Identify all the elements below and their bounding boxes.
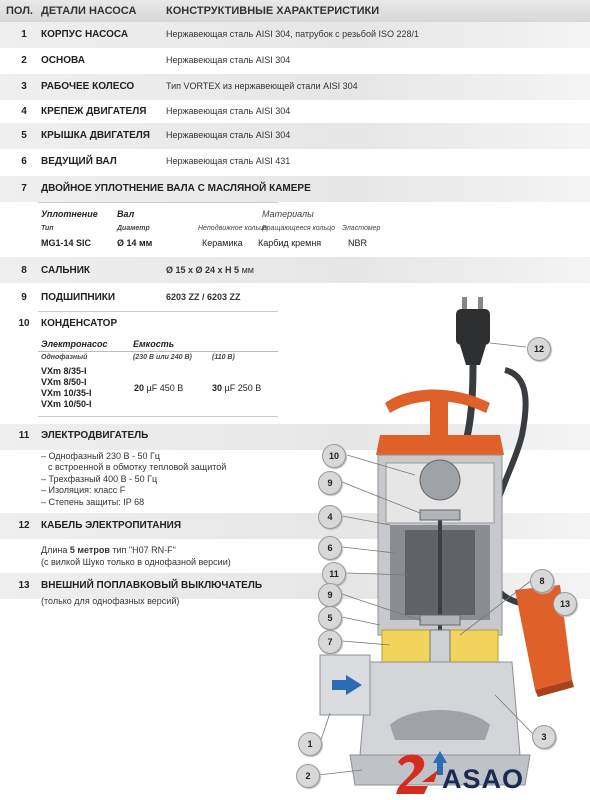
seal-col-shaft: Вал bbox=[117, 209, 135, 219]
table-row bbox=[0, 74, 590, 100]
divider bbox=[38, 351, 278, 352]
cap-230-unit: µF 450 В bbox=[146, 383, 184, 393]
cable-line: (с вилкой Шуко только в однофазной версии) bbox=[41, 557, 231, 567]
seal-diameter: Ø 14 мм bbox=[117, 238, 153, 248]
cap-models bbox=[41, 366, 92, 410]
seal-sub-type: Тип bbox=[41, 225, 54, 232]
seal-sub-fixed: Неподвижное кольцо bbox=[198, 225, 268, 232]
row-number: 2 bbox=[21, 55, 27, 66]
row-number: 12 bbox=[18, 520, 30, 531]
seal-sub-rotating: Вращающееся кольцо bbox=[262, 225, 336, 232]
row-number: 4 bbox=[21, 106, 27, 117]
table-row bbox=[0, 149, 590, 175]
cable-type: тип "H07 RN-F" bbox=[112, 545, 176, 555]
callout-4: 4 bbox=[318, 505, 342, 529]
float-note: (только для однофазных версий) bbox=[41, 596, 180, 606]
motor-line: – Однофазный 230 В - 50 Гц bbox=[41, 451, 160, 461]
motor-cover-illustration bbox=[376, 435, 504, 455]
callout-10: 10 bbox=[322, 444, 346, 468]
row-value: Нержавеющая сталь AISI 304 bbox=[166, 106, 291, 116]
callout-8: 8 bbox=[530, 569, 554, 593]
header-pos: ПОЛ. bbox=[6, 5, 33, 17]
motor-line: – Степень защиты: IP 68 bbox=[41, 496, 145, 507]
cap-110-num: 30 bbox=[212, 383, 223, 393]
motor-line: с встроенной в обмотку тепловой защитой bbox=[48, 462, 227, 473]
table-row bbox=[0, 257, 590, 283]
capacitor-illustration bbox=[420, 460, 460, 500]
callout-2: 2 bbox=[296, 764, 320, 788]
cap-col-capacity: Емкость bbox=[133, 339, 175, 349]
motor-line: – Изоляция: класс F bbox=[41, 485, 126, 496]
row-value bbox=[166, 265, 254, 275]
seal-elastomer: NBR bbox=[348, 238, 368, 248]
row-number: 5 bbox=[21, 130, 27, 141]
callout-6: 6 bbox=[318, 536, 342, 560]
row-value: Нержавеющая сталь AISI 304 bbox=[166, 55, 291, 65]
pump-body-illustration bbox=[360, 662, 520, 755]
divider bbox=[38, 416, 278, 417]
row-value: Нержавеющая сталь AISI 304, патрубок с резьбой ISO 228/1 bbox=[166, 29, 419, 39]
cable-line bbox=[41, 544, 231, 556]
table-row bbox=[0, 176, 590, 202]
row-value: 6203 ZZ / 6203 ZZ bbox=[166, 292, 241, 302]
row-number: 6 bbox=[21, 156, 27, 167]
cap-110-unit: µF 250 В bbox=[224, 383, 262, 393]
power-plug-illustration bbox=[456, 297, 490, 365]
callout-1: 1 bbox=[298, 732, 322, 756]
row-number: 11 bbox=[18, 430, 30, 441]
divider bbox=[38, 202, 278, 203]
cap-col-pump: Электронасос bbox=[41, 339, 108, 349]
seal-sub-diameter: Диаметр bbox=[117, 225, 150, 232]
gland-unit: мм bbox=[241, 265, 254, 275]
table-header bbox=[0, 0, 590, 22]
seal-col-materials: Материалы bbox=[262, 209, 314, 219]
callout-9: 9 bbox=[318, 471, 342, 495]
asao-logo-mark bbox=[394, 752, 440, 796]
cap-230-value bbox=[134, 383, 183, 393]
table-row bbox=[0, 22, 590, 48]
row-number: 3 bbox=[21, 81, 27, 92]
row-name: ДВОЙНОЕ УПЛОТНЕНИЕ ВАЛА С МАСЛЯНОЙ КАМЕРЕ bbox=[41, 183, 311, 194]
row-number: 8 bbox=[21, 265, 27, 276]
table-row bbox=[0, 48, 590, 74]
seal-type: MG1-14 SIC bbox=[41, 238, 92, 248]
cable-specs bbox=[41, 544, 231, 568]
header-specs: КОНСТРУКТИВНЫЕ ХАРАКТЕРИСТИКИ bbox=[166, 5, 380, 17]
row-name: КОНДЕНСАТОР bbox=[41, 318, 118, 329]
cap-sub-single: Однофазный bbox=[41, 354, 88, 361]
row-number: 1 bbox=[21, 29, 27, 40]
row-value: Нержавеющая сталь AISI 304 bbox=[166, 130, 291, 140]
cap-model: VXm 10/50-I bbox=[41, 399, 92, 409]
callout-11: 11 bbox=[322, 562, 346, 586]
row-number: 10 bbox=[18, 318, 30, 329]
cap-model: VXm 8/50-I bbox=[41, 377, 87, 387]
seal-col-seal: Уплотнение bbox=[41, 209, 98, 219]
callout-9-lower: 9 bbox=[318, 583, 342, 607]
row-name: КРЫШКА ДВИГАТЕЛЯ bbox=[41, 130, 150, 141]
cap-model: VXm 8/35-I bbox=[41, 366, 87, 376]
callout-7: 7 bbox=[318, 630, 342, 654]
row-number: 9 bbox=[21, 292, 27, 303]
seal-sub-elastomer: Эластомер bbox=[342, 225, 381, 232]
lower-bearing-illustration bbox=[420, 615, 460, 625]
table-row bbox=[0, 123, 590, 149]
row-name: ВЕДУЩИЙ ВАЛ bbox=[41, 156, 117, 167]
row-name: РАБОЧЕЕ КОЛЕСО bbox=[41, 81, 135, 92]
callout-13: 13 bbox=[553, 592, 577, 616]
row-name: ПОДШИПНИКИ bbox=[41, 292, 116, 303]
row-number: 13 bbox=[18, 580, 30, 591]
row-name: САЛЬНИК bbox=[41, 265, 91, 276]
row-name: КРЕПЕЖ ДВИГАТЕЛЯ bbox=[41, 106, 147, 117]
gland-size: Ø 15 x Ø 24 x H 5 bbox=[166, 265, 240, 275]
row-number: 7 bbox=[21, 183, 27, 194]
motor-specs bbox=[41, 451, 226, 508]
mechanical-seal-illustration bbox=[430, 630, 450, 662]
seal-fixed: Керамика bbox=[202, 238, 243, 248]
cap-110-value bbox=[212, 383, 261, 393]
header-parts: ДЕТАЛИ НАСОСА bbox=[41, 5, 137, 17]
callout-3: 3 bbox=[532, 725, 556, 749]
seal-rotating: Карбид кремня bbox=[258, 238, 322, 248]
row-name: КАБЕЛЬ ЭЛЕКТРОПИТАНИЯ bbox=[41, 520, 182, 531]
row-name: ЭЛЕКТРОДВИГАТЕЛЬ bbox=[41, 430, 149, 441]
row-value: Тип VORTEX из нержавеющей стали AISI 304 bbox=[166, 81, 358, 91]
row-name: КОРПУС НАСОСА bbox=[41, 29, 129, 40]
row-value: Нержавеющая сталь AISI 431 bbox=[166, 156, 291, 166]
cap-model: VXm 10/35-I bbox=[41, 388, 92, 398]
cap-sub-110: (110 В) bbox=[212, 354, 235, 361]
upper-bearing-illustration bbox=[420, 510, 460, 520]
cable-length: 5 метров bbox=[69, 545, 110, 555]
cap-sub-230: (230 В или 240 В) bbox=[133, 354, 192, 361]
callout-12: 12 bbox=[527, 337, 551, 361]
row-name: ОСНОВА bbox=[41, 55, 85, 66]
cable-length-label: Длина bbox=[41, 545, 68, 555]
brand-logo-text: ASAO bbox=[442, 764, 525, 794]
motor-line: – Трехфазный 400 В - 50 Гц bbox=[41, 473, 158, 484]
row-name: ВНЕШНИЙ ПОПЛАВКОВЫЙ ВЫКЛЮЧАТЕЛЬ bbox=[41, 580, 263, 591]
callout-5: 5 bbox=[318, 606, 342, 630]
cap-230-num: 20 bbox=[134, 383, 145, 393]
